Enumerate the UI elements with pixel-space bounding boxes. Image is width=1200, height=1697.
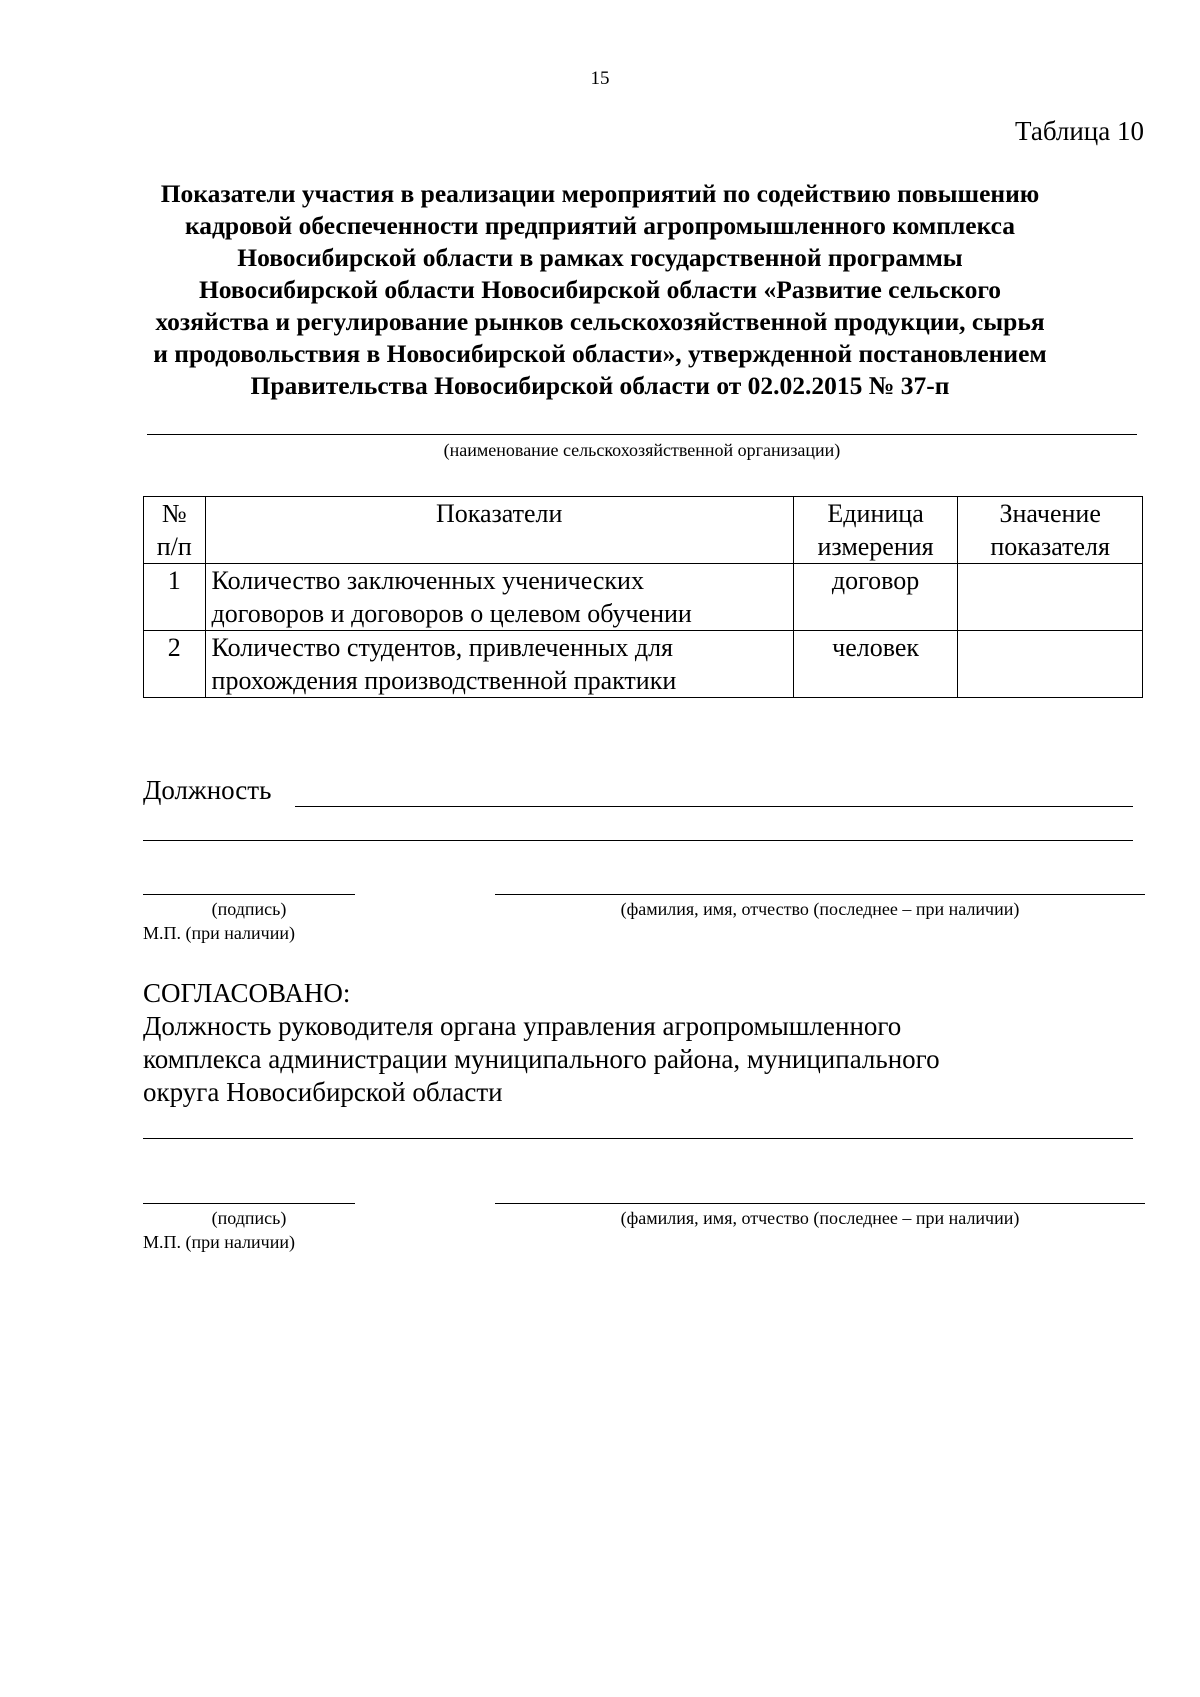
agreed-line: комплекса администрации муниципального района, муниципального [143,1044,940,1074]
row-value-cell [958,631,1143,698]
header-value-line: Значение [999,499,1101,528]
agreed-line: Должность руководителя органа управления агропромышленного [143,1011,902,1041]
title-line: Новосибирской области в рамках государственной программы [237,243,963,272]
agreed-position-line[interactable] [143,1138,1133,1139]
table-label: Таблица 10 [1015,116,1144,146]
signature-line[interactable] [143,1203,355,1204]
row-unit: человек [793,631,957,698]
signature-line[interactable] [143,894,355,895]
header-num-line: № [161,499,187,528]
position-line[interactable] [295,806,1133,807]
title-line: Новосибирской области Новосибирской области «Развитие сельского [198,275,1002,304]
fio-line[interactable] [495,1203,1145,1204]
fio-line[interactable] [495,894,1145,895]
row-indicator-line: Количество студентов, привлеченных для [211,633,674,662]
fio-caption: (фамилия, имя, отчество (последнее – при наличии) [620,1208,1020,1228]
row-num: 2 [144,631,206,698]
org-name-line[interactable] [147,434,1137,435]
title-line: Правительства Новосибирской области от 02.02.2015 № 37-п [250,371,950,400]
document-title [140,178,1060,402]
fio-caption: (фамилия, имя, отчество (последнее – при наличии) [620,899,1020,919]
row-indicator [205,564,793,631]
signature-caption: (подпись) [211,899,287,919]
org-name-caption: (наименование сельскохозяйственной организации) [443,440,841,460]
header-unit-line: измерения [817,532,934,561]
agreed-heading: СОГЛАСОВАНО: [143,978,351,1008]
table-row [144,564,1143,631]
position-label: Должность [143,775,272,805]
header-value [958,497,1143,564]
row-indicator-line: договоров и договоров о целевом обучении [211,599,692,628]
agreed-block [143,977,940,1109]
title-line: кадровой обеспеченности предприятий агропромышленного комплекса [184,211,1016,240]
title-line: и продовольствия в Новосибирской области», утвержденной постановлением [153,339,1047,368]
table-row [144,631,1143,698]
row-num: 1 [144,564,206,631]
header-unit-line: Единица [827,499,924,528]
agreed-line: округа Новосибирской области [143,1077,503,1107]
row-unit: договор [793,564,957,631]
stamp-caption: М.П. (при наличии) [143,1232,295,1252]
title-line: хозяйства и регулирование рынков сельскохозяйственной продукции, сырья [155,307,1045,336]
indicators-table [143,496,1143,698]
title-line: Показатели участия в реализации мероприятий по содействию повышению [160,179,1040,208]
header-num [144,497,206,564]
row-indicator [205,631,793,698]
row-value-cell[interactable] [958,564,1143,631]
header-unit [793,497,957,564]
position-line-2[interactable] [143,840,1133,841]
row-indicator-line: Количество заключенных ученических [211,566,644,595]
header-value-line: показателя [990,532,1110,561]
table-header-row [144,497,1143,564]
page-number: 15 [590,68,610,89]
header-num-line: п/п [156,532,192,561]
header-indicators: Показатели [205,497,793,564]
signature-caption: (подпись) [211,1208,287,1228]
row-indicator-line: прохождения производственной практики [211,666,677,695]
stamp-caption: М.П. (при наличии) [143,923,295,943]
